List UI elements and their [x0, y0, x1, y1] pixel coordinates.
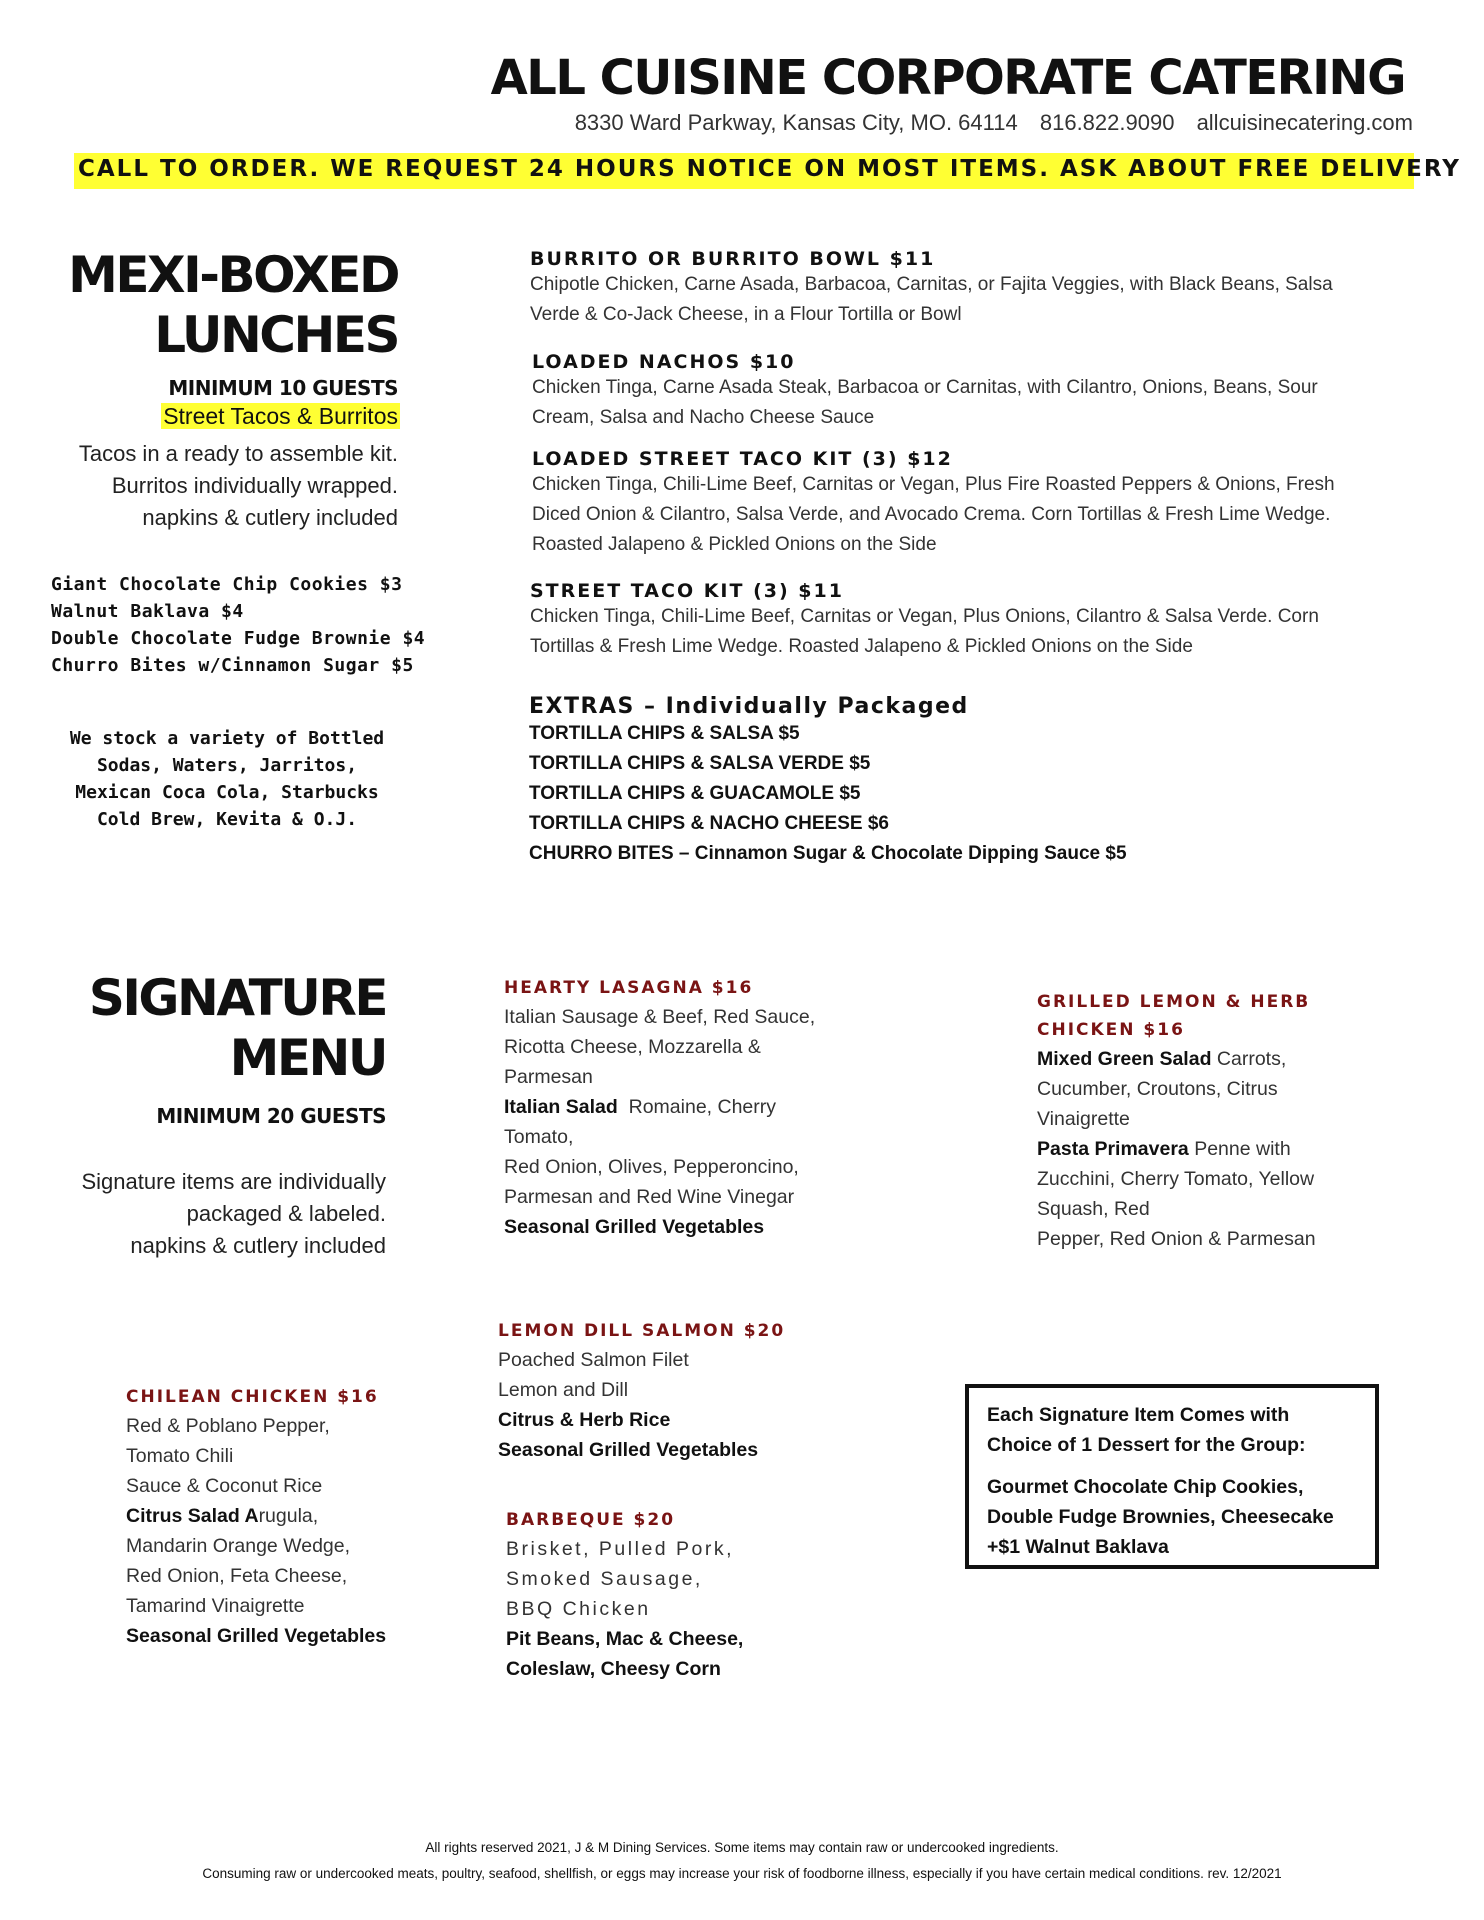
mexi-item-loaded-taco — [532, 448, 1432, 560]
extras-item: TORTILLA CHIPS & SALSA $5 — [529, 723, 800, 744]
sig-item-lemon-chicken — [1037, 988, 1407, 1254]
item-line: Brisket, Pulled Pork, — [506, 1538, 735, 1560]
box-line: +$1 Walnut Baklava — [987, 1536, 1169, 1558]
signature-heading-line1: SIGNATURE — [88, 969, 386, 1027]
item-desc-line: Tortillas & Fresh Lime Wedge. Roasted Jalapeno & Pickled Onions on the Side — [530, 636, 1193, 657]
extras-item: CHURRO BITES – Cinnamon Sugar & Chocolate Dipping Sauce $5 — [529, 843, 1127, 864]
order-banner: CALL TO ORDER. WE REQUEST 24 HOURS NOTICE ON MOST ITEMS. ASK ABOUT FREE DELIVERY — [78, 156, 1461, 182]
item-line: Smoked Sausage, — [506, 1568, 703, 1590]
item-line: Parmesan and Red Wine Vinegar — [504, 1186, 795, 1208]
phone[interactable]: 816.822.9090 — [1039, 110, 1175, 135]
drinks-line: Sodas, Waters, Jarritos, — [96, 755, 358, 776]
item-line-bold: Mixed Green Salad — [1037, 1048, 1212, 1070]
mexi-heading-line2: LUNCHES — [154, 306, 398, 364]
drinks-note — [51, 725, 403, 833]
mexi-item-nachos — [532, 351, 1432, 433]
item-line-bold: Coleslaw, Cheesy Corn — [506, 1658, 721, 1680]
item-name-line1: GRILLED LEMON & HERB — [1037, 992, 1311, 1012]
item-line: Sauce & Coconut Rice — [126, 1475, 323, 1497]
sig-item-lasagna — [504, 974, 874, 1242]
extras-section — [529, 694, 1429, 869]
item-line-rest: Carrots, — [1211, 1048, 1287, 1070]
item-line: Zucchini, Cherry Tomato, Yellow — [1037, 1168, 1315, 1190]
signature-heading-line2: MENU — [229, 1029, 386, 1087]
item-desc-line: Verde & Co-Jack Cheese, in a Flour Tortilla or Bowl — [530, 304, 962, 325]
item-line — [498, 1435, 868, 1465]
item-name: LOADED NACHOS $10 — [532, 351, 796, 373]
item-line: Parmesan — [504, 1066, 593, 1088]
item-line: Tomato Chili — [126, 1445, 234, 1467]
item-desc-line: Chicken Tinga, Carne Asada Steak, Barbacoa or Carnitas, with Cilantro, Onions, Beans, Sour — [532, 377, 1318, 398]
item-line — [1037, 1134, 1407, 1164]
item-line-bold: Seasonal Grilled Vegetables — [126, 1625, 387, 1647]
footer-rights: All rights reserved 2021, J & M Dining Services. Some items may contain raw or undercooked ingredients. — [425, 1840, 1059, 1855]
mexi-highlight — [40, 403, 400, 430]
mexi-description — [40, 438, 398, 534]
item-line-bold: Citrus Salad A — [126, 1505, 259, 1527]
item-line — [498, 1405, 868, 1435]
drinks-line: We stock a variety of Bottled — [69, 728, 385, 749]
sig-item-chilean-chicken — [126, 1383, 466, 1651]
extras-item: TORTILLA CHIPS & SALSA VERDE $5 — [529, 753, 871, 774]
desc-line: packaged & labeled. — [186, 1201, 386, 1226]
desc-line: Burritos individually wrapped. — [111, 473, 398, 498]
extras-heading: EXTRAS – Individually Packaged — [529, 694, 969, 719]
drinks-line: Mexican Coca Cola, Starbucks — [75, 782, 379, 803]
item-line: BBQ Chicken — [506, 1598, 651, 1620]
item-line: Red & Poblano Pepper, — [126, 1415, 330, 1437]
item-line — [504, 1212, 874, 1242]
signature-heading — [40, 968, 386, 1088]
desc-line: Tacos in a ready to assemble kit. — [78, 441, 398, 466]
item-desc-line: Chicken Tinga, Chili-Lime Beef, Carnitas or Vegan, Plus Onions, Cilantro & Salsa Verde. Corn — [530, 606, 1319, 627]
item-line-rest: Romaine, Cherry — [617, 1096, 777, 1118]
sig-item-salmon — [498, 1317, 868, 1465]
item-line: Mandarin Orange Wedge, — [126, 1535, 351, 1557]
item-line: Tamarind Vinaigrette — [126, 1595, 305, 1617]
box-line: Each Signature Item Comes with — [987, 1404, 1290, 1426]
dessert-item: Walnut Baklava $4 — [51, 601, 244, 622]
item-line-rest: rugula, — [258, 1505, 319, 1527]
item-line — [504, 1092, 874, 1122]
item-line-bold: Pasta Primavera — [1037, 1138, 1189, 1160]
item-line-bold: Italian Salad — [504, 1096, 618, 1118]
item-name: LOADED STREET TACO KIT (3) $12 — [532, 448, 953, 470]
item-line-rest: Penne with — [1188, 1138, 1291, 1160]
item-line-bold: Pit Beans, Mac & Cheese, — [506, 1628, 744, 1650]
dessert-item: Churro Bites w/Cinnamon Sugar $5 — [51, 655, 414, 676]
item-line: Lemon and Dill — [498, 1379, 629, 1401]
item-line: Poached Salmon Filet — [498, 1349, 689, 1371]
item-line: Vinaigrette — [1037, 1108, 1130, 1130]
website-link[interactable]: allcuisinecatering.com — [1196, 110, 1413, 135]
item-line: Red Onion, Feta Cheese, — [126, 1565, 348, 1587]
highlight-text: Street Tacos & Burritos — [163, 403, 398, 429]
item-name: BARBEQUE $20 — [506, 1510, 676, 1530]
item-desc-line: Cream, Salsa and Nacho Cheese Sauce — [532, 407, 875, 428]
dessert-info-box — [965, 1384, 1379, 1569]
item-line: Squash, Red — [1037, 1198, 1150, 1220]
dessert-item: Giant Chocolate Chip Cookies $3 — [51, 574, 403, 595]
item-line-bold: Seasonal Grilled Vegetables — [504, 1216, 765, 1238]
item-line-bold: Seasonal Grilled Vegetables — [498, 1439, 759, 1461]
mexi-heading-line1: MEXI-BOXED — [68, 246, 398, 304]
item-line: Tomato, — [504, 1126, 574, 1148]
desc-line: napkins & cutlery included — [130, 1233, 386, 1258]
dessert-item: Double Chocolate Fudge Brownie $4 — [51, 628, 426, 649]
item-line: Ricotta Cheese, Mozzarella & — [504, 1036, 761, 1058]
item-line: Italian Sausage & Beef, Red Sauce, — [504, 1006, 816, 1028]
item-name: LEMON DILL SALMON $20 — [498, 1321, 786, 1341]
desc-line: napkins & cutlery included — [142, 505, 398, 530]
item-line — [506, 1654, 876, 1684]
item-name: HEARTY LASAGNA $16 — [504, 978, 754, 998]
item-desc-line: Chicken Tinga, Chili-Lime Beef, Carnitas or Vegan, Plus Fire Roasted Peppers & Onions, Fresh — [532, 474, 1335, 495]
item-line-bold: Citrus & Herb Rice — [498, 1409, 671, 1431]
item-desc-line: Roasted Jalapeno & Pickled Onions on the Side — [532, 534, 937, 555]
page-title: ALL CUISINE CORPORATE CATERING — [490, 50, 1405, 106]
footer-disclaimer: Consuming raw or undercooked meats, poultry, seafood, shellfish, or eggs may increase your risk of foodborne illness, especially if you have certain medical conditions. rev. 12/2021 — [202, 1866, 1282, 1881]
item-line: Cucumber, Croutons, Citrus — [1037, 1078, 1278, 1100]
address: 8330 Ward Parkway, Kansas City, MO. 64114 — [574, 110, 1018, 135]
dessert-list — [51, 571, 425, 679]
item-line: Red Onion, Olives, Pepperoncino, — [504, 1156, 799, 1178]
mexi-item-burrito — [530, 248, 1430, 330]
item-line — [126, 1621, 466, 1651]
item-desc-line: Chipotle Chicken, Carne Asada, Barbacoa, Carnitas, or Fajita Veggies, with Black Beans, Salsa — [530, 274, 1333, 295]
item-name: CHILEAN CHICKEN $16 — [126, 1387, 379, 1407]
box-line: Choice of 1 Dessert for the Group: — [987, 1434, 1306, 1456]
mexi-heading — [40, 245, 398, 365]
box-line: Double Fudge Brownies, Cheesecake — [987, 1506, 1334, 1528]
item-line — [1037, 1044, 1407, 1074]
item-name: STREET TACO KIT (3) $11 — [530, 580, 844, 602]
extras-item: TORTILLA CHIPS & GUACAMOLE $5 — [529, 783, 861, 804]
signature-description — [40, 1166, 386, 1262]
extras-item: TORTILLA CHIPS & NACHO CHEESE $6 — [529, 813, 889, 834]
drinks-line: Cold Brew, Kevita & O.J. — [96, 809, 358, 830]
item-line: Pepper, Red Onion & Parmesan — [1037, 1228, 1316, 1250]
item-desc-line: Diced Onion & Cilantro, Salsa Verde, and Avocado Crema. Corn Tortillas & Fresh Lime Wedge. — [532, 504, 1331, 525]
box-line: Gourmet Chocolate Chip Cookies, — [987, 1476, 1304, 1498]
sig-item-barbeque — [506, 1506, 876, 1684]
desc-line: Signature items are individually — [81, 1169, 386, 1194]
mexi-minimum: MINIMUM 10 GUESTS — [168, 376, 398, 400]
item-line — [506, 1624, 876, 1654]
signature-minimum: MINIMUM 20 GUESTS — [156, 1104, 386, 1128]
contact-line — [0, 110, 1413, 136]
item-name-line2: CHICKEN $16 — [1037, 1020, 1185, 1040]
item-name: BURRITO OR BURRITO BOWL $11 — [530, 248, 936, 270]
mexi-item-street-taco — [530, 580, 1430, 662]
item-line — [126, 1501, 466, 1531]
